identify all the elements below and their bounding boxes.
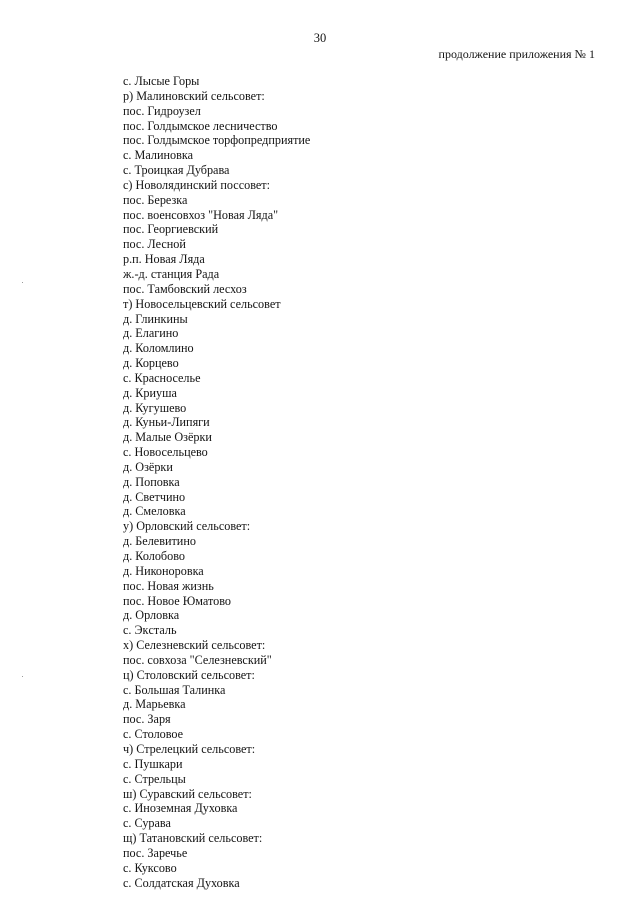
settlement-list bbox=[123, 74, 310, 890]
list-item: т) Новосельцевский сельсовет bbox=[123, 296, 281, 311]
list-item: с. Экcталь bbox=[123, 623, 177, 638]
list-item: д. Марьевка bbox=[123, 697, 186, 712]
list-item: ч) Стрелецкий сельсовет: bbox=[123, 741, 256, 756]
list-item: с. Сурава bbox=[123, 816, 171, 831]
list-item: пос. Новое Юматово bbox=[123, 593, 231, 608]
list-item: ц) Столовский сельсовет: bbox=[123, 667, 255, 682]
list-item: пос. Гидроузел bbox=[123, 103, 201, 118]
list-item: д. Криуша bbox=[123, 385, 177, 400]
list-item: пос. Заречье bbox=[123, 845, 188, 860]
list-item: х) Селезневский сельсовет: bbox=[123, 638, 266, 653]
list-item: пос. Голдымское лесничество bbox=[123, 118, 278, 133]
list-item: д. Малые Озёрки bbox=[123, 430, 212, 445]
list-item: у) Орловский сельсовет: bbox=[123, 519, 251, 534]
list-item: д. Белевитино bbox=[123, 534, 196, 549]
margin-speck bbox=[22, 676, 23, 677]
list-item: с. Новосельцево bbox=[123, 445, 208, 460]
list-item: д. Светчино bbox=[123, 489, 186, 504]
list-item: д. Колобово bbox=[123, 549, 185, 563]
list-item: пос. военсовхоз "Новая Ляда" bbox=[123, 207, 279, 222]
list-item: с. Иноземная Духовка bbox=[123, 801, 238, 816]
list-item: пос. Тамбовский лесхоз bbox=[123, 281, 247, 296]
list-item: д. Никоноровка bbox=[123, 563, 204, 578]
list-item: д. Поповка bbox=[123, 474, 180, 489]
list-item: с. Стрельцы bbox=[123, 771, 186, 786]
list-item: р) Малиновский сельсовет: bbox=[123, 88, 265, 103]
list-item: д. Куньи-Липяги bbox=[123, 415, 210, 430]
list-item: д. Елагино bbox=[123, 326, 179, 341]
page-number: 30 bbox=[313, 31, 327, 45]
list-item: с. Малиновка bbox=[123, 148, 193, 163]
list-item: с) Новолядинский поссовет: bbox=[123, 177, 271, 192]
list-item: пос. Заря bbox=[123, 712, 171, 727]
list-item: д. Озёрки bbox=[123, 459, 173, 474]
list-item: д. Глинкины bbox=[123, 311, 188, 326]
list-item: ж.-д. станция Рада bbox=[123, 266, 220, 281]
list-item: д. Смеловка bbox=[123, 504, 186, 519]
list-item: с. Красноселье bbox=[123, 370, 201, 385]
list-item: пос. Голдымское торфопредприятие bbox=[123, 133, 311, 148]
list-item: пос. совхоза "Селезневский" bbox=[123, 652, 272, 667]
list-item: с. Столовое bbox=[123, 727, 184, 742]
list-item: с. Троицкая Дубрава bbox=[123, 163, 230, 178]
list-item: д. Орловка bbox=[123, 608, 180, 623]
appendix-continuation-note: продолжение приложения № 1 bbox=[438, 47, 595, 61]
list-item: пос. Новая жизнь bbox=[123, 578, 214, 593]
list-item: с. Куксово bbox=[123, 860, 177, 875]
margin-speck bbox=[22, 282, 23, 283]
list-item: с. Солдатская Духовка bbox=[123, 875, 240, 890]
list-item: с. Пушкари bbox=[123, 756, 183, 771]
list-item: с. Лысые Горы bbox=[123, 74, 200, 88]
list-item: с. Большая Талинка bbox=[123, 682, 226, 697]
list-item: д. Кугушево bbox=[123, 400, 187, 415]
list-item: пос. Березка bbox=[123, 192, 188, 207]
list-item: пос. Лесной bbox=[123, 237, 186, 252]
list-item: ш) Суравский сельсовет: bbox=[123, 786, 252, 801]
list-item: д. Корцево bbox=[123, 356, 179, 371]
list-item: пос. Георгиевский bbox=[123, 222, 219, 237]
list-item: д. Коломлино bbox=[123, 341, 194, 356]
list-item: щ) Татановский сельсовет: bbox=[123, 831, 263, 846]
list-item: р.п. Новая Ляда bbox=[123, 252, 205, 267]
